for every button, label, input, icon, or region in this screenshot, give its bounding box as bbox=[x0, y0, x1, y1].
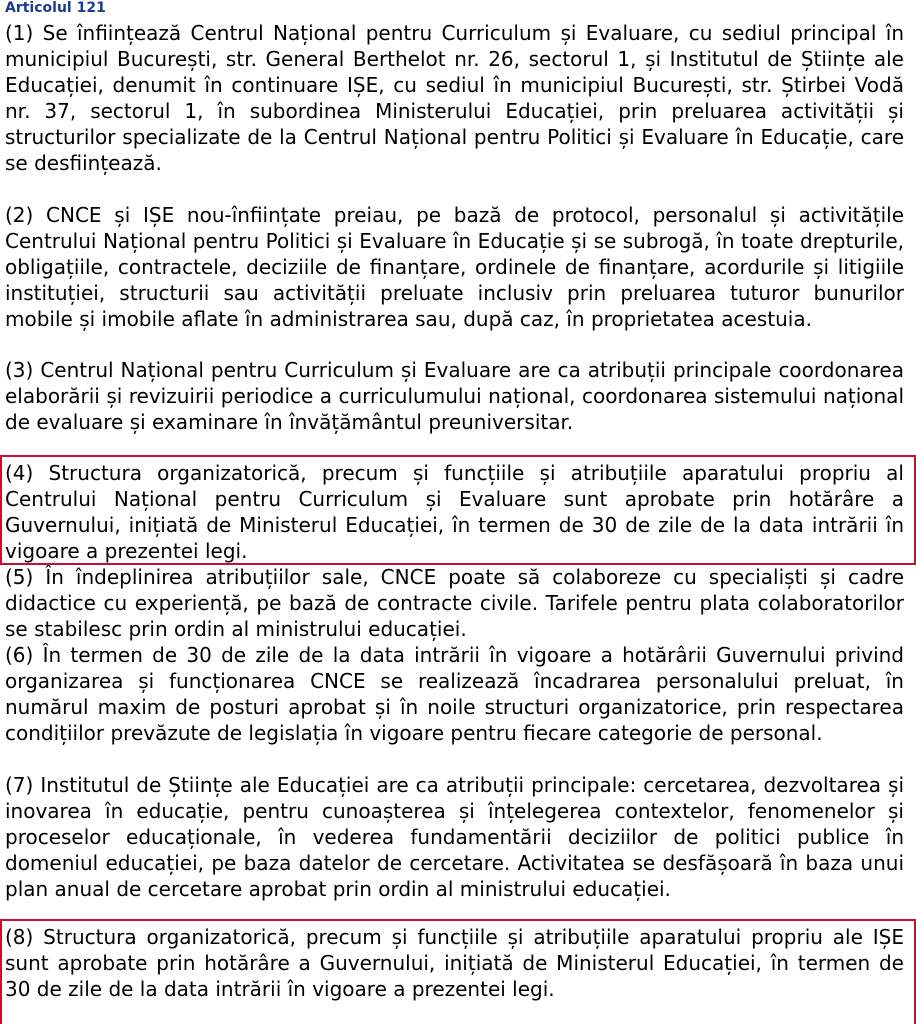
paragraph-5: (5) În îndeplinirea atribuțiilor sale, CNCE poate să colaboreze cu specialiști și cadre didactice cu experiență, pe bază de contracte civile. Tarifele pentru plata colaboratorilor se stabilesc prin ordin al ministrului educației. bbox=[5, 565, 904, 641]
article-title: Articolul 121 bbox=[5, 0, 106, 16]
paragraph-4: (4) Structura organizatorică, precum și funcțiile și atribuțiile aparatului propriu al Centrului Național pentru Curriculum și Evaluare sunt aprobate prin hotărâre a Guvernului, inițiată de Ministerul Educației, în termen de 30 de zile de la data intrării în vigoare a prezentei legi. bbox=[5, 461, 904, 563]
paragraph-6: (6) În termen de 30 de zile de la data intrării în vigoare a hotărârii Guvernului privind organizarea și funcționarea CNCE se realizează încadrarea personalului preluat, în numărul maxim de posturi aprobat și în noile structuri organizatorice, prin respectarea condițiilor prevăzute de legislația în vigoare pentru fiecare categorie de personal. bbox=[5, 643, 904, 745]
paragraph-7: (7) Institutul de Științe ale Educației are ca atribuții principale: cercetarea, dezvoltarea și inovarea în educație, pentru cunoașterea și înțelegerea contextelor, fenomenelor și proceselor educaționale, în vederea fundamentării deciziilor de politici publice în domeniul educației, pe baza datelor de cercetare. Activitatea se desfășoară în baza unui plan anual de cercetare aprobat prin ordin al ministrului educației. bbox=[5, 773, 904, 901]
paragraph-2: (2) CNCE și IȘE nou-înființate preiau, pe bază de protocol, personalul și activitățile Centrului Național pentru Politici și Evaluare în Educație și se subrogă, în toate drepturile, obligațiile, contractele, deciziile de finanțare, ordinele de finanțare, acordurile și litigiile instituției, structurii sau activității preluate inclusiv prin preluarea tuturor bunurilor mobile și imobile aflate în administrarea sau, după caz, în proprietatea acestuia. bbox=[5, 203, 904, 331]
paragraph-8: (8) Structura organizatorică, precum și funcțiile și atribuțiile aparatului propriu ale IȘE sunt aprobate prin hotărâre a Guvernului, inițiată de Ministerul Educației, în termen de 30 de zile de la data intrării în vigoare a prezentei legi. bbox=[5, 925, 904, 1001]
paragraph-1: (1) Se înființează Centrul Național pentru Curriculum și Evaluare, cu sediul principal în municipiul București, str. General Berthelot nr. 26, sectorul 1, și Institutul de Științe ale Educației, denumit în continuare IȘE, cu sediul în municipiul București, str. Știrbei Vodă nr. 37, sectorul 1, în subordinea Ministerului Educației, prin preluarea activității și structurilor specializate de la Centrul Național pentru Politici și Evaluare în Educație, care se desființează. bbox=[5, 21, 904, 175]
paragraph-3: (3) Centrul Național pentru Curriculum și Evaluare are ca atribuții principale coordonarea elaborării și revizuirii periodice a curriculumului național, coordonarea sistemului național de evaluare și examinare în învățământul preuniversitar. bbox=[5, 358, 904, 434]
